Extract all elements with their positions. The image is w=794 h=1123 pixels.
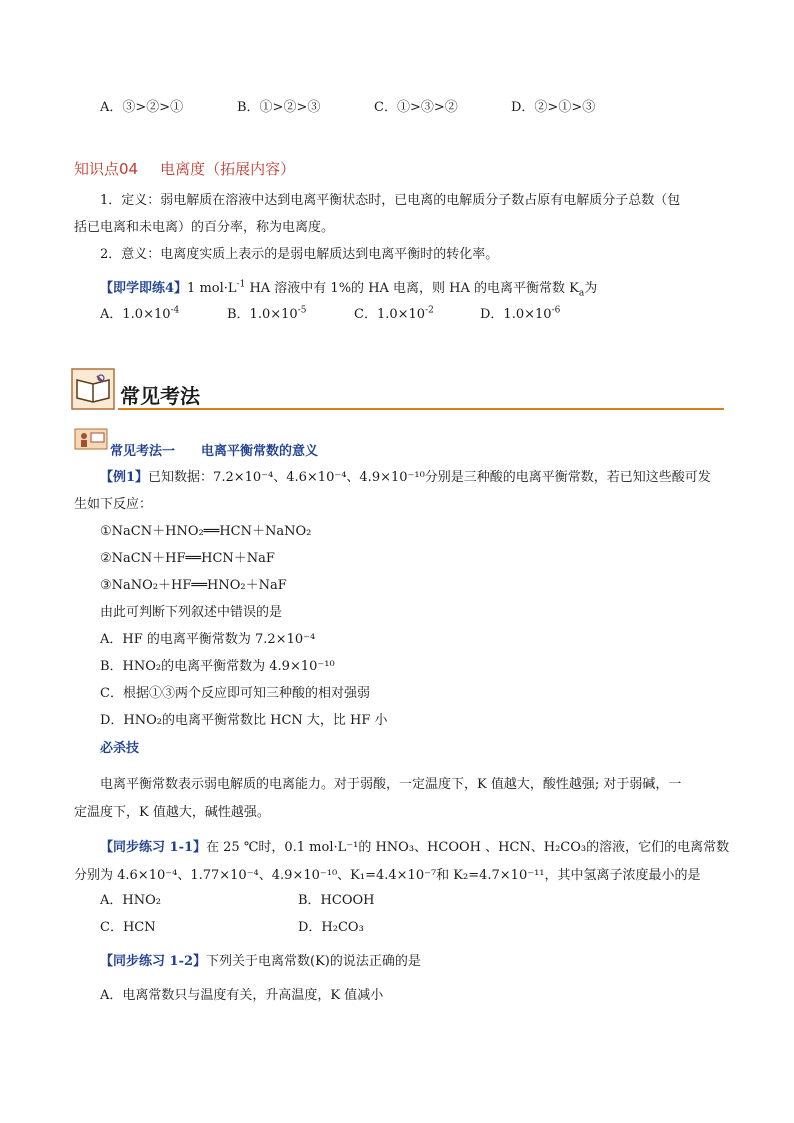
prev-option-b: B．①>②>③ — [237, 100, 321, 115]
kp04-title: 电离度（拓展内容） — [160, 160, 296, 178]
tip-label: 必杀技 — [100, 741, 140, 756]
example1-option-c: C．根据①③两个反应即可知三种酸的相对强弱 — [100, 686, 370, 701]
practice4: 【即学即练4】1 $mol\cdot L^{-1}$ HA 溶液中有 1%的 HA 电离，则 HA 的电离平衡常数 $K_a$为 — [100, 279, 598, 299]
sync11-option-a: A．HNO₂ — [100, 893, 161, 908]
reaction-2: ②NaCN＋HF══HCN＋NaF — [100, 551, 275, 566]
kp04-definition-line1: 1．定义：弱电解质在溶液中达到电离平衡状态时，已电离的电解质分子数占原有电解质分子总数（包 — [100, 193, 681, 208]
example1-option-d: D．HNO₂的电离平衡常数比 HCN 大，比 HF 小 — [100, 713, 388, 728]
method1-heading — [110, 440, 318, 459]
sync12-tag: 【同步练习 1-2】 — [100, 954, 207, 969]
example1-tag: 【例1】 — [100, 470, 149, 485]
section-title: 常见考法 — [120, 384, 200, 408]
practice4-text-a: 1 mol·L — [187, 281, 237, 296]
kp04-meaning: 2．意义：电离度实质上表示的是弱电解质达到电离平衡时的转化率。 — [100, 247, 499, 262]
method1-title: 电离平衡常数的意义 — [201, 444, 319, 459]
sync11-tag: 【同步练习 1-1】 — [100, 840, 207, 855]
method1-label: 常见考法一 — [110, 444, 176, 459]
sync12-line: 【同步练习 1-2】下列关于电离常数(K)的说法正确的是 — [100, 954, 421, 969]
example1-line2: 生如下反应： — [74, 497, 153, 512]
prev-option-c: C．①>③>② — [374, 100, 458, 115]
reaction-3: ③NaNO₂＋HF══HNO₂＋NaF — [100, 578, 287, 593]
tip-line2: 定温度下，K 值越大，碱性越强。 — [74, 805, 270, 820]
prev-option-a: A．③>②>① — [100, 100, 184, 115]
example1-line1: 【例1】已知数据：7.2×10⁻⁴、4.6×10⁻⁴、4.9×10⁻¹⁰分别是三种酸的电离平衡常数，若已知这些酸可发 — [100, 470, 711, 485]
sync11-option-d: D．H₂CO₃ — [298, 920, 364, 935]
kp04-definition-line2: 括已电离和未电离）的百分率，称为电离度。 — [74, 220, 335, 235]
practice4-text-b: HA 溶液中有 1%的 HA 电离，则 HA 的电离平衡常数 K — [245, 281, 579, 296]
sync11-line1: 【同步练习 1-1】在 25 ℃时，0.1 mol·L⁻¹的 HNO₃、HCOOH 、HCN、H₂CO₃的溶液，它们的电离常数 — [100, 840, 730, 855]
sync12-option-a: A．电离常数只与温度有关，升高温度，K 值减小 — [100, 988, 384, 1003]
example1-option-a: A．HF 的电离平衡常数为 7.2×10⁻⁴ — [100, 632, 316, 647]
practice4-option-d: D．$1.0\times 10^{-6}$ — [480, 305, 561, 322]
book-icon — [71, 368, 115, 410]
tip-line1: 电离平衡常数表示弱电解质的电离能力。对于弱酸，一定温度下，K 值越大，酸性越强; 对于弱碱，一 — [100, 777, 682, 792]
kp04-heading — [74, 158, 295, 179]
practice4-tag: 【即学即练4】 — [100, 281, 188, 296]
example1-question: 由此可判断下列叙述中错误的是 — [100, 605, 283, 620]
sync11-option-b: B．HCOOH — [298, 893, 375, 908]
practice4-option-c: C．$1.0\times 10^{-2}$ — [354, 305, 434, 322]
section-rule — [118, 408, 724, 410]
sync11-option-c: C．HCN — [100, 920, 156, 935]
sync11-line2: 分别为 4.6×10⁻⁴、1.77×10⁻⁴、4.9×10⁻¹⁰、K₁=4.4×10⁻⁷和 K₂=4.7×10⁻¹¹，其中氢离子浓度最小的是 — [74, 868, 701, 883]
teacher-icon — [74, 428, 108, 450]
reaction-1: ①NaCN＋HNO₂══HCN＋NaNO₂ — [100, 524, 312, 539]
prev-option-d: D．②>①>③ — [511, 100, 596, 115]
practice4-option-b: B．$1.0\times 10^{-5}$ — [227, 305, 307, 322]
example1-option-b: B．HNO₂的电离平衡常数为 4.9×10⁻¹⁰ — [100, 659, 335, 674]
practice4-option-a: A．$1.0\times 10^{-4}$ — [100, 305, 180, 322]
practice4-text-c: 为 — [584, 281, 598, 296]
kp04-label: 知识点04 — [74, 160, 139, 178]
